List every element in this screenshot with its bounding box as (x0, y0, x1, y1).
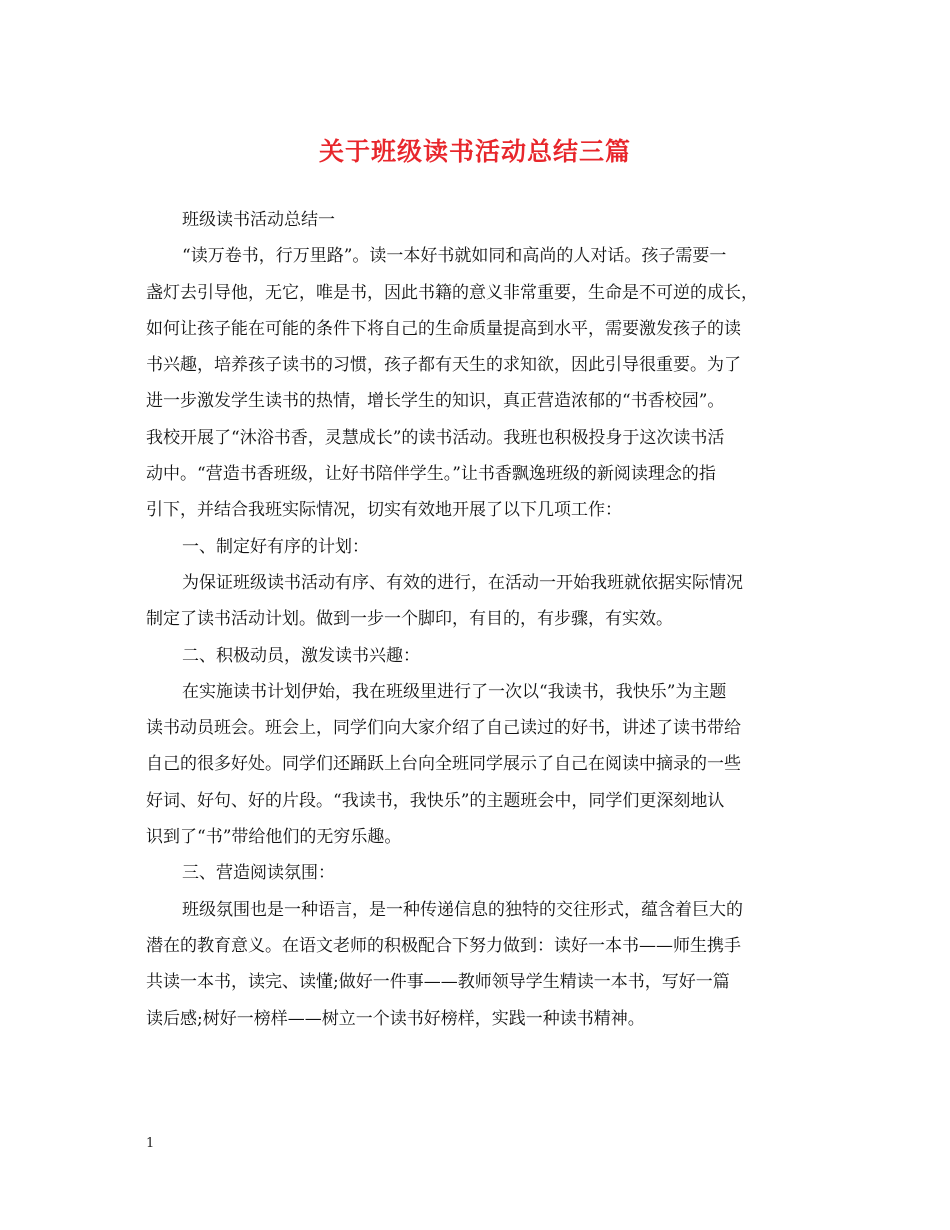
paragraph-line: 盏灯去引导他，无它，唯是书，因此书籍的意义非常重要，生命是不可逆的成长， (146, 282, 758, 303)
document-body (146, 202, 806, 1037)
paragraph-line: “读万卷书，行万里路”。读一本好书就如同和高尚的人对话。孩子需要一 (182, 246, 727, 267)
paragraph-line: 我校开展了“沐浴书香，灵慧成长”的读书活动。我班也积极投身于这次读书活 (146, 427, 725, 448)
paragraph-line: 班级读书活动总结一 (182, 210, 335, 230)
paragraph-line: 书兴趣，培养孩子读书的习惯，孩子都有天生的求知欲，因此引导很重要。为了 (146, 355, 741, 376)
paragraph-line: 班级氛围也是一种语言，是一种传递信息的独特的交往形式，蕴含着巨大的 (182, 899, 743, 920)
paragraph-line: 如何让孩子能在可能的条件下将自己的生命质量提高到水平，需要激发孩子的读 (146, 318, 741, 339)
paragraph-line: 一、制定好有序的计划： (182, 536, 369, 557)
document-title: 关于班级读书活动总结三篇 (318, 137, 631, 166)
paragraph-line: 好词、好句、好的片段。“我读书，我快乐”的主题班会中，同学们更深刻地认 (146, 790, 725, 811)
paragraph-line: 读书动员班会。班会上，同学们向大家介绍了自己读过的好书，讲述了读书带给 (146, 718, 741, 739)
paragraph-line: 在实施读书计划伊始，我在班级里进行了一次以“我读书，我快乐”为主题 (182, 681, 727, 702)
paragraph-line: 二、积极动员，激发读书兴趣： (182, 645, 420, 666)
paragraph-line: 为保证班级读书活动有序、有效的进行，在活动一开始我班就依据实际情况 (182, 572, 743, 593)
paragraph-line: 引下，并结合我班实际情况，切实有效地开展了以下几项工作： (146, 500, 622, 521)
paragraph-line: 三、营造阅读氛围： (182, 863, 335, 884)
paragraph-line: 自己的很多好处。同学们还踊跃上台向全班同学展示了自己在阅读中摘录的一些 (146, 754, 741, 775)
paragraph-line: 制定了读书活动计划。做到一步一个脚印，有目的，有步骤，有实效。 (146, 609, 673, 630)
paragraph-line: 识到了“书”带给他们的无穷乐趣。 (146, 827, 402, 848)
paragraph-line: 读后感;树好一榜样——树立一个读书好榜样，实践一种读书精神。 (146, 1008, 645, 1029)
paragraph-line: 进一步激发学生读书的热情，增长学生的知识，真正营造浓郁的“书香校园”。 (146, 391, 725, 412)
page-number: 1 (146, 1136, 155, 1151)
paragraph-line: 潜在的教育意义。在语文老师的积极配合下努力做到：读好一本书——师生携手 (146, 935, 741, 956)
paragraph-line: 动中。“营造书香班级，让好书陪伴学生。”让书香飘逸班级的新阅读理念的指 (146, 464, 716, 485)
paragraph-line: 共读一本书，读完、读懂;做好一件事——教师领导学生精读一本书，写好一篇 (146, 972, 730, 993)
